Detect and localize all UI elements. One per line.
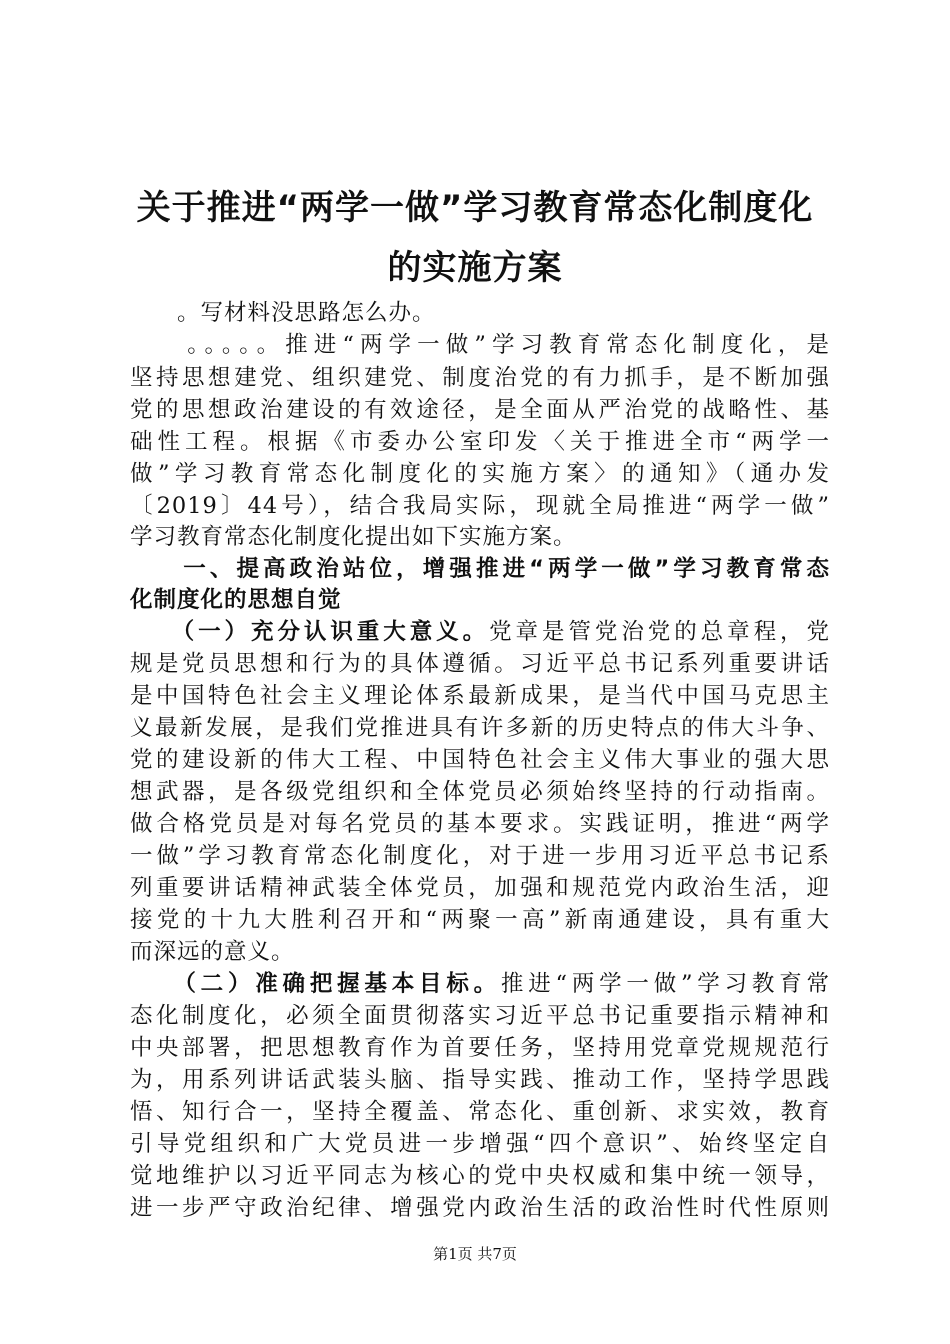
section-heading: 一、提高政治站位，增强推进“两学一做”学习教育常态 xyxy=(130,556,830,582)
intro-line: 学习教育常态化制度化提出如下实施方案。 xyxy=(130,524,577,550)
paragraph-text: 推进“两学一做”学习教育常 xyxy=(500,971,830,997)
intro-line: 。写材料没思路怎么办。 xyxy=(130,300,436,326)
paragraph-line: 态化制度化，必须全面贯彻落实习近平总书记重要指示精神和 xyxy=(130,1003,830,1029)
paragraph-text: 党章是管党治党的总章程，党 xyxy=(489,619,830,645)
paragraph-line: 觉地维护以习近平同志为核心的党中央权威和集中统一领导， xyxy=(130,1163,830,1189)
section-heading: 化制度化的思想自觉 xyxy=(130,587,342,613)
paragraph-line: 想武器，是各级党组织和全体党员必须始终坚持的行动指南。 xyxy=(130,779,830,805)
subsection-lead: （二）准确把握基本目标。 xyxy=(130,971,501,997)
paragraph-line: 规是党员思想和行为的具体遵循。习近平总书记系列重要讲话 xyxy=(130,651,830,677)
paragraph-line: 进一步严守政治纪律、增强党内政治生活的政治性时代性原则 xyxy=(130,1195,830,1221)
paragraph-line: 接党的十九大胜利召开和“两聚一高”新南通建设，具有重大 xyxy=(130,907,830,933)
intro-line: 做”学习教育常态化制度化的实施方案〉的通知》（通办发 xyxy=(130,461,830,487)
paragraph-line: 做合格党员是对每名党员的基本要求。实践证明，推进“两学 xyxy=(130,811,830,837)
subsection-lead: （一）充分认识重大意义。 xyxy=(130,619,490,645)
document-title-line-2: 的实施方案 xyxy=(387,248,563,288)
paragraph-line: 中央部署，把思想教育作为首要任务，坚持用党章党规规范行 xyxy=(130,1035,830,1061)
intro-line: 〔2019〕44号），结合我局实际，现就全局推进“两学一做” xyxy=(130,493,830,519)
paragraph-line: 为，用系列讲话武装头脑、指导实践、推动工作，坚持学思践 xyxy=(130,1067,830,1093)
paragraph-line: 悟、知行合一，坚持全覆盖、常态化、重创新、求实效，教育 xyxy=(130,1099,830,1125)
intro-line: 党的思想政治建设的有效途径，是全面从严治党的战略性、基 xyxy=(130,397,830,423)
paragraph-line: 义最新发展，是我们党推进具有许多新的历史特点的伟大斗争、 xyxy=(130,715,830,741)
paragraph-line: 引导党组织和广大党员进一步增强“四个意识”、始终坚定自 xyxy=(130,1131,830,1157)
page-footer: 第1页 共7页 xyxy=(433,1245,517,1263)
paragraph-line: 而深远的意义。 xyxy=(130,939,295,965)
document-title-line-1: 关于推进“两学一做”学习教育常态化制度化 xyxy=(136,188,814,228)
paragraph-line: 列重要讲话精神武装全体党员，加强和规范党内政治生活，迎 xyxy=(130,875,830,901)
paragraph-first-line xyxy=(130,969,830,999)
intro-line: 坚持思想建党、组织建党、制度治党的有力抓手，是不断加强 xyxy=(130,365,830,391)
paragraph-line: 一做”学习教育常态化制度化，对于进一步用习近平总书记系 xyxy=(130,843,830,869)
paragraph-line: 是中国特色社会主义理论体系最新成果，是当代中国马克思主 xyxy=(130,683,830,709)
paragraph-first-line xyxy=(130,617,830,647)
intro-line: 础性工程。根据《市委办公室印发〈关于推进全市“两学一 xyxy=(130,429,830,455)
paragraph-line: 党的建设新的伟大工程、中国特色社会主义伟大事业的强大思 xyxy=(130,747,830,773)
intro-line: 。。。。。推进“两学一做”学习教育常态化制度化，是 xyxy=(130,332,830,358)
